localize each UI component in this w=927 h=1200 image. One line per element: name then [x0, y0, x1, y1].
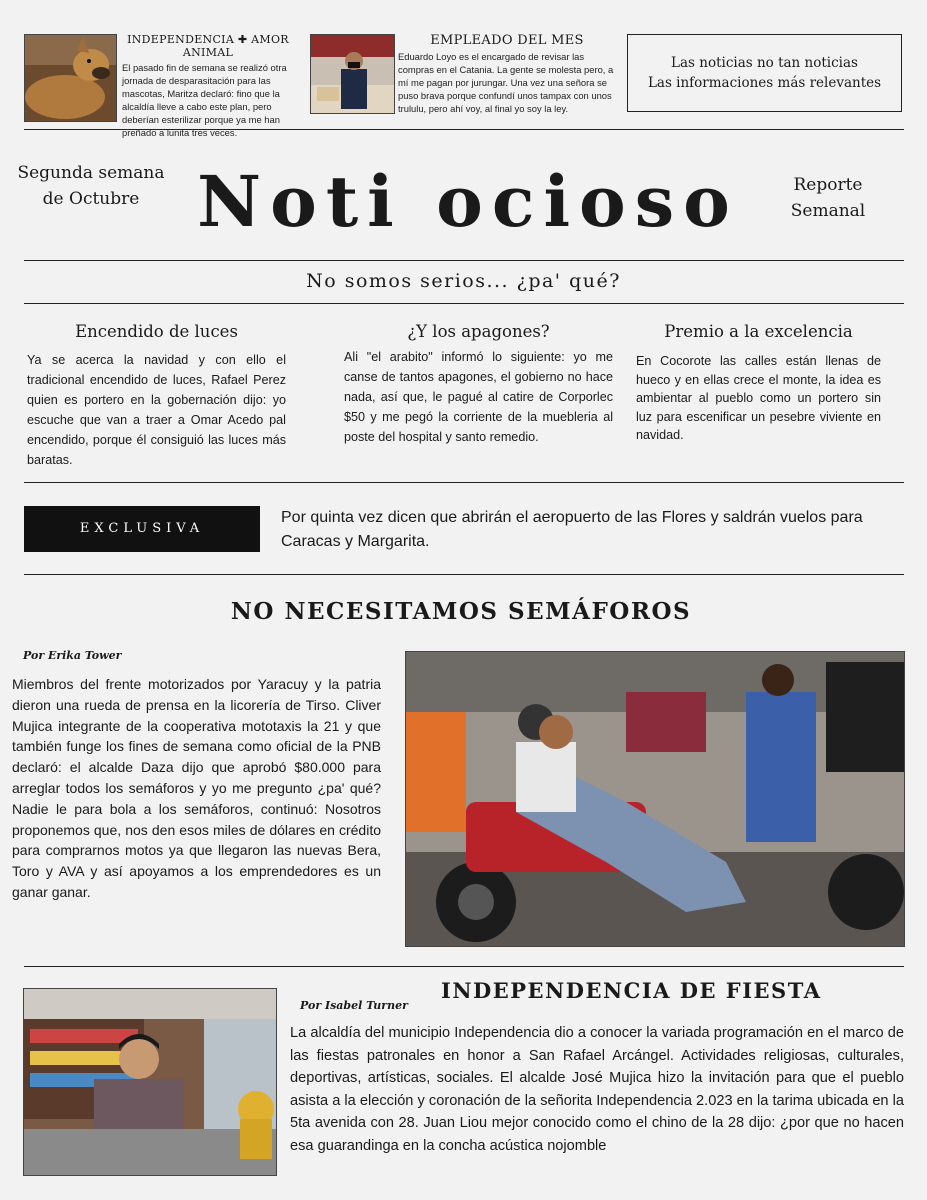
tagline: No somos serios... ¿pa' qué?	[306, 270, 621, 292]
article-body: La alcaldía del municipio Independencia dio a conocer la variada programación en el marco de las fiestas patronales en honor a San Rafael Arcángel. Actividades religiosas, culturales, deportivas, artísticas, sociales. El alcalde José Mujica hizo la invitación para que el pueblo asista a la elección y coronación de la señorita Independencia 2.023 en la tarima ubicada en la 5ta avenida con 28. Juan Liou mejor conocido como el chino de la 28 dijo: ¿por que no hacen esa guarandinga en la concha acústica nojomble	[290, 1025, 904, 1154]
column-heading: Encendido de luces	[75, 322, 238, 341]
motorcyclists-photo	[405, 651, 905, 947]
divider	[24, 482, 904, 483]
dog-photo	[24, 34, 117, 122]
article-body: Miembros del frente motorizados por Yaracuy y la patria dieron una rueda de prensa en la licorería de Tirso. Cliver Mujica integrante de la cooperativa mototaxis la 21 y que también funge los fines de semana como oficial de la PNB declaró: el alcalde Daza dijo que aprobó $80.000 para arreglar todos los semáforos y yo me pregunto ¿pa' qué? Nadie le para bola a los semáforos, continuó: Nosotros proponemos que, nos den esos miles de dólares en crédito para comprarnos motos ya que llegaron las nuevas Bera, Toro y AVA y así apoyamos a los emprendedores es un ganar ganar.	[12, 676, 381, 900]
divider	[24, 260, 904, 261]
slogan-box	[627, 34, 902, 112]
brief-title-employee: EMPLEADO DEL MES	[430, 33, 584, 48]
report-label-line-2: Semanal	[790, 201, 866, 221]
article-headline: NO NECESITAMOS SEMÁFOROS	[230, 598, 692, 625]
brief-text-employee: Eduardo Loyo es el encargado de revisar las compras en el Catania. La gente se molesta pero, a mí me pagan por jurungar. Una vez una señora se puso brava porque confundí unos tampax con unos trululu, pero ahí voy, al final yo soy la ley.	[398, 51, 614, 114]
brief-text-animal: El pasado fin de semana se realizó otra jornada de desparasitación para las mascotas, Maritza declaró: fino que la alcaldía lleve a cabo este plan, pero deberían esterilizar porque ya me han preñado a lunita tres veces.	[122, 62, 287, 138]
brief-title-animal: INDEPENDENCIA ✚ AMOR ANIMAL	[127, 33, 289, 59]
exclusive-text: Por quinta vez dicen que abrirán el aeropuerto de las Flores y saldrán vuelos para Caracas y Margarita.	[281, 509, 863, 550]
divider	[24, 574, 904, 575]
column-text: Ya se acerca la navidad y con ello el tradicional encendido de luces, Rafael Perez quien es portero en la gobernación dijo: yo escuche que van a traer a Omar Acedo pal encendido, porque él consiguió las luces más baratas.	[27, 353, 286, 467]
employee-photo	[310, 34, 395, 114]
column-lights	[27, 322, 286, 470]
article-headline: INDEPENDENCIA DE FIESTA	[441, 978, 822, 1003]
shopkeeper-photo	[23, 988, 277, 1176]
column-heading: Premio a la excelencia	[664, 322, 853, 341]
masthead-title: Noti ocioso	[197, 160, 739, 243]
divider	[24, 303, 904, 304]
column-blackouts	[344, 322, 613, 447]
divider	[24, 966, 904, 967]
column-heading: ¿Y los apagones?	[407, 322, 550, 341]
exclusive-badge: EXCLUSIVA	[24, 506, 260, 552]
column-text: En Cocorote las calles están llenas de hueco y en ellas crece el monte, la idea es ambientar al pueblo como un portero sin luz para escenificar un pesebre viviente en navidad.	[636, 354, 881, 442]
article-byline: Por Erika Tower	[23, 649, 122, 662]
edition-date-line-2: de Octubre	[42, 189, 140, 209]
report-label-line-1: Reporte	[793, 175, 863, 195]
column-text: Ali "el arabito" informó lo siguiente: yo me canse de tantos apagones, el gobierno no hace nada, así que, le pagué al catire de Corporlec $50 y me pegó la corriente de la muebleria al poste del hospital y santo remedio.	[344, 350, 613, 444]
column-award	[636, 322, 881, 445]
slogan-line-1: Las noticias no tan noticias	[671, 55, 858, 71]
divider	[24, 129, 904, 130]
article-byline: Por Isabel Turner	[300, 999, 408, 1012]
slogan-line-2: Las informaciones más relevantes	[647, 75, 882, 91]
edition-date-line-1: Segunda semana	[17, 163, 165, 183]
